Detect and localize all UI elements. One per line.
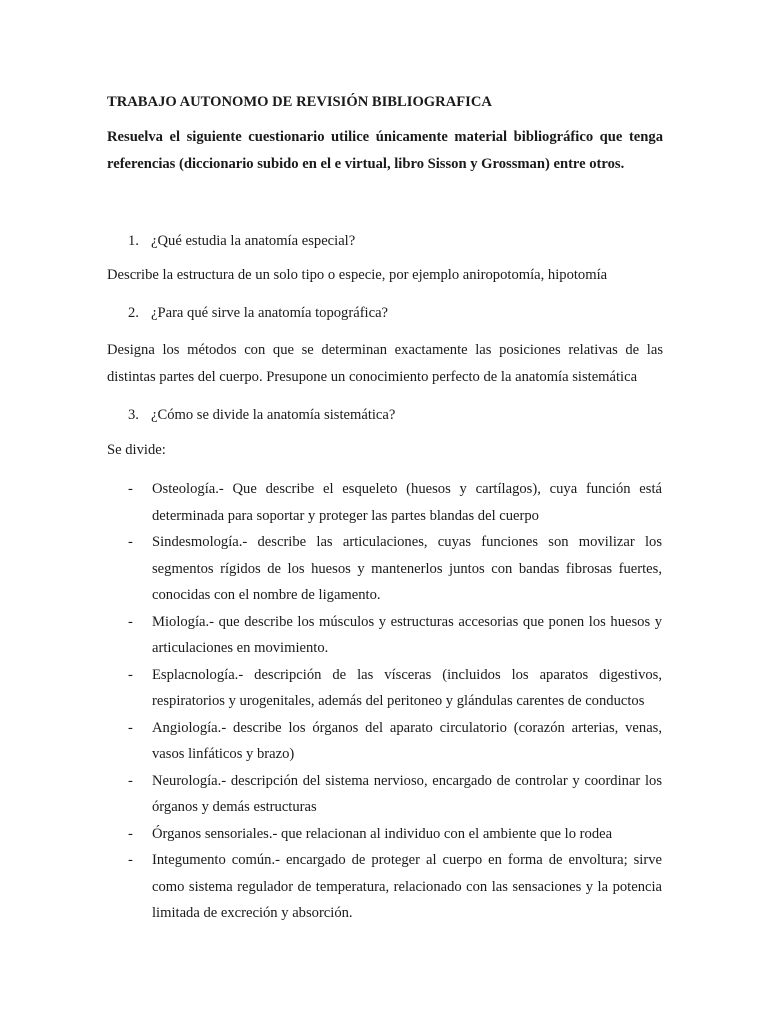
question-text: ¿Para qué sirve la anatomía topográfica? bbox=[151, 305, 389, 321]
list-dash: - bbox=[128, 852, 133, 868]
list-item-text: Osteología.- Que describe el esqueleto (huesos y cartílagos), cuya función está determinada para soportar y proteger las partes blandas del cuerpo bbox=[152, 481, 662, 524]
instructions-paragraph: Resuelva el siguiente cuestionario utilice únicamente material bibliográfico que tenga referencias (diccionario subido en el e virtual, libro Sisson y Grossman) entre otros. bbox=[107, 129, 663, 172]
answer-1: Describe la estructura de un solo tipo o especie, por ejemplo aniropotomía, hipotomía bbox=[107, 267, 608, 283]
question-number: 2. bbox=[128, 305, 139, 321]
question-text: ¿Qué estudia la anatomía especial? bbox=[151, 233, 356, 249]
list-item-text: Miología.- que describe los músculos y estructuras accesorias que ponen los huesos y articulaciones en movimiento. bbox=[152, 613, 662, 656]
answer-3: Se divide: bbox=[107, 442, 166, 458]
list-item-text: Integumento común.- encargado de proteger al cuerpo en forma de envoltura; sirve como sistema regulador de temperatura, relacionado con las sensaciones y la potencia limitada de excreción y absorción. bbox=[152, 852, 662, 921]
list-item-text: Angiología.- describe los órganos del aparato circulatorio (corazón arterias, venas, vasos linfáticos y brazo) bbox=[152, 719, 662, 762]
list-item-text: Neurología.- descripción del sistema nervioso, encargado de controlar y coordinar los órganos y demás estructuras bbox=[152, 772, 662, 815]
list-item bbox=[128, 529, 662, 609]
question-text: ¿Cómo se divide la anatomía sistemática? bbox=[151, 407, 396, 423]
list-dash: - bbox=[128, 825, 133, 842]
list-dash: - bbox=[128, 666, 133, 683]
list-item bbox=[128, 847, 662, 927]
list-item bbox=[128, 768, 662, 821]
question-3 bbox=[128, 405, 395, 425]
list-dash: - bbox=[128, 613, 133, 630]
question-1 bbox=[128, 231, 355, 251]
question-number: 1. bbox=[128, 233, 139, 249]
divisions-list bbox=[128, 476, 662, 927]
list-dash: - bbox=[128, 772, 133, 789]
list-item-text: Esplacnología.- descripción de las vísceras (incluidos los aparatos digestivos, respiratorios y urogenitales, además del peritoneo y glándulas carentes de conductos bbox=[152, 666, 662, 709]
list-item bbox=[128, 821, 662, 848]
answer-2: Designa los métodos con que se determinan exactamente las posiciones relativas de las distintas partes del cuerpo. Presupone un conocimiento perfecto de la anatomía sistemática bbox=[107, 342, 663, 385]
question-number: 3. bbox=[128, 407, 139, 423]
list-item bbox=[128, 476, 662, 529]
document-title: TRABAJO AUTONOMO DE REVISIÓN BIBLIOGRAFICA bbox=[107, 94, 492, 110]
question-2 bbox=[128, 303, 388, 323]
list-item bbox=[128, 609, 662, 662]
list-item bbox=[128, 715, 662, 768]
list-item-text: Sindesmología.- describe las articulaciones, cuyas funciones son movilizar los segmentos rígidos de los huesos y mantenerlos juntos con bandas fibrosas fuertes, conocidas con el nombre de ligamento. bbox=[152, 534, 662, 603]
list-item-text: Órganos sensoriales.- que relacionan al individuo con el ambiente que lo rodea bbox=[152, 825, 613, 842]
list-item bbox=[128, 662, 662, 715]
list-dash: - bbox=[128, 481, 133, 497]
list-dash: - bbox=[128, 719, 133, 736]
list-dash: - bbox=[128, 534, 133, 550]
